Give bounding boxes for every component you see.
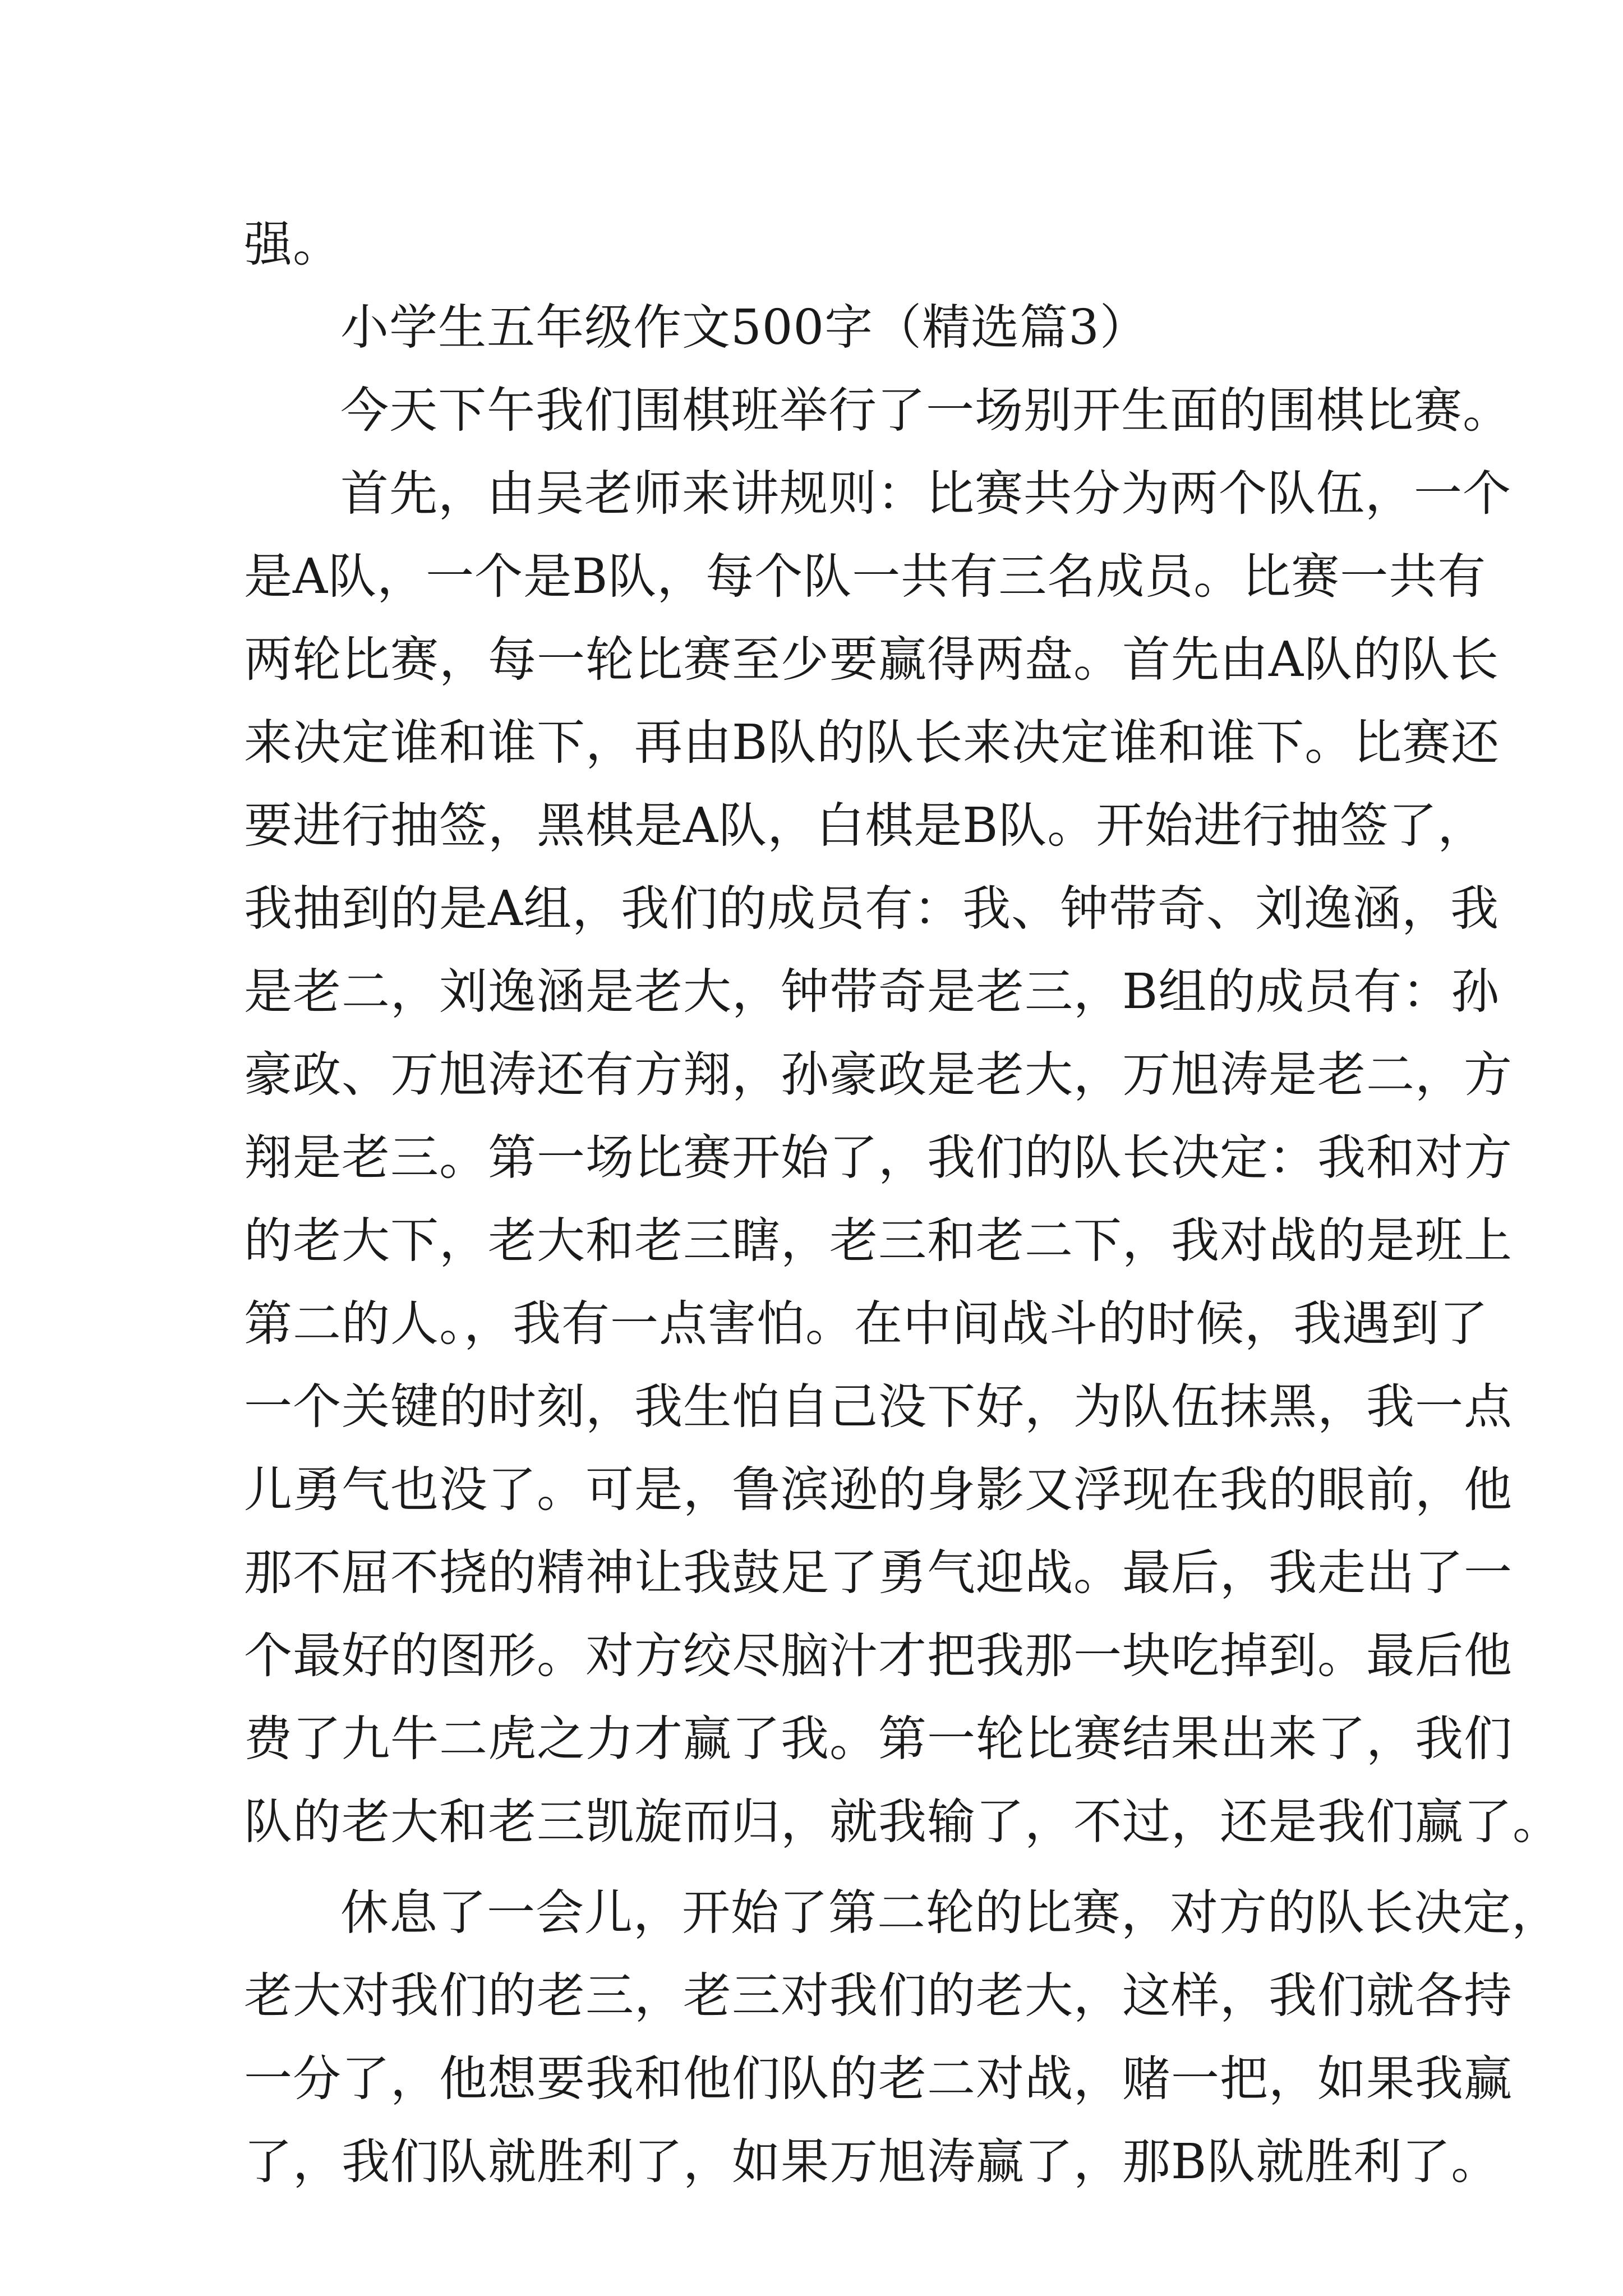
text-line: 翔是老三。第一场比赛开始了，我们的队长决定：我和对方: [244, 1130, 1513, 1186]
text-line: 豪政、万旭涛还有方翔，孙豪政是老大，万旭涛是老二，方: [244, 1047, 1513, 1103]
text-line: 一分了，他想要我和他们队的老二对战，赌一把，如果我赢: [244, 2051, 1513, 2107]
paragraph-start: 今天下午我们围棋班举行了一场别开生面的围棋比赛。: [340, 383, 1511, 439]
paragraph-start: 休息了一会儿，开始了第二轮的比赛，对方的队长决定，: [340, 1885, 1560, 1941]
text-line: 了，我们队就胜利了，如果万旭涛赢了，那B队就胜利了。: [244, 2134, 1500, 2190]
text-line: 一个关键的时刻，我生怕自己没下好，为队伍抹黑，我一点: [244, 1379, 1513, 1435]
essay-text: [244, 203, 1561, 2203]
text-line: 我抽到的是A组，我们的成员有：我、钟带奇、刘逸涵，我: [244, 881, 1500, 937]
text-line: 费了九牛二虎之力才赢了我。第一轮比赛结果出来了，我们: [244, 1711, 1513, 1767]
text-line: 两轮比赛，每一轮比赛至少要赢得两盘。首先由A队的队长: [244, 632, 1500, 688]
text-line: 个最好的图形。对方绞尽脑汁才把我那一块吃掉到。最后他: [244, 1628, 1513, 1684]
text-line: 老大对我们的老三，老三对我们的老大，这样，我们就各持: [244, 1968, 1513, 2024]
text-line: 要进行抽签，黑棋是A队，白棋是B队。开始进行抽签了，: [244, 798, 1487, 854]
text-line: 的老大下，老大和老三瞎，老三和老二下，我对战的是班上: [244, 1213, 1513, 1269]
text-line: 那不屈不挠的精神让我鼓足了勇气迎战。最后，我走出了一: [244, 1545, 1513, 1601]
text-line: 是老二，刘逸涵是老大，钟带奇是老三，B组的成员有：孙: [244, 964, 1500, 1020]
paragraph-start: 首先，由吴老师来讲规则：比赛共分为两个队伍，一个: [340, 466, 1511, 522]
text-line: 来决定谁和谁下，再由B队的队长来决定谁和谁下。比赛还: [244, 715, 1500, 771]
text-line: 强。: [244, 217, 342, 273]
text-line: 队的老大和老三凯旋而归，就我输了，不过，还是我们赢了。: [244, 1794, 1561, 1850]
text-line: 第二的人。，我有一点害怕。在中间战斗的时候，我遇到了: [244, 1296, 1488, 1352]
essay-title: 小学生五年级作文500字（精选篇3）: [340, 300, 1149, 356]
text-line: 儿勇气也没了。可是，鲁滨逊的身影又浮现在我的眼前，他: [244, 1462, 1513, 1518]
text-line: 是A队，一个是B队，每个队一共有三名成员。比赛一共有: [244, 549, 1487, 605]
